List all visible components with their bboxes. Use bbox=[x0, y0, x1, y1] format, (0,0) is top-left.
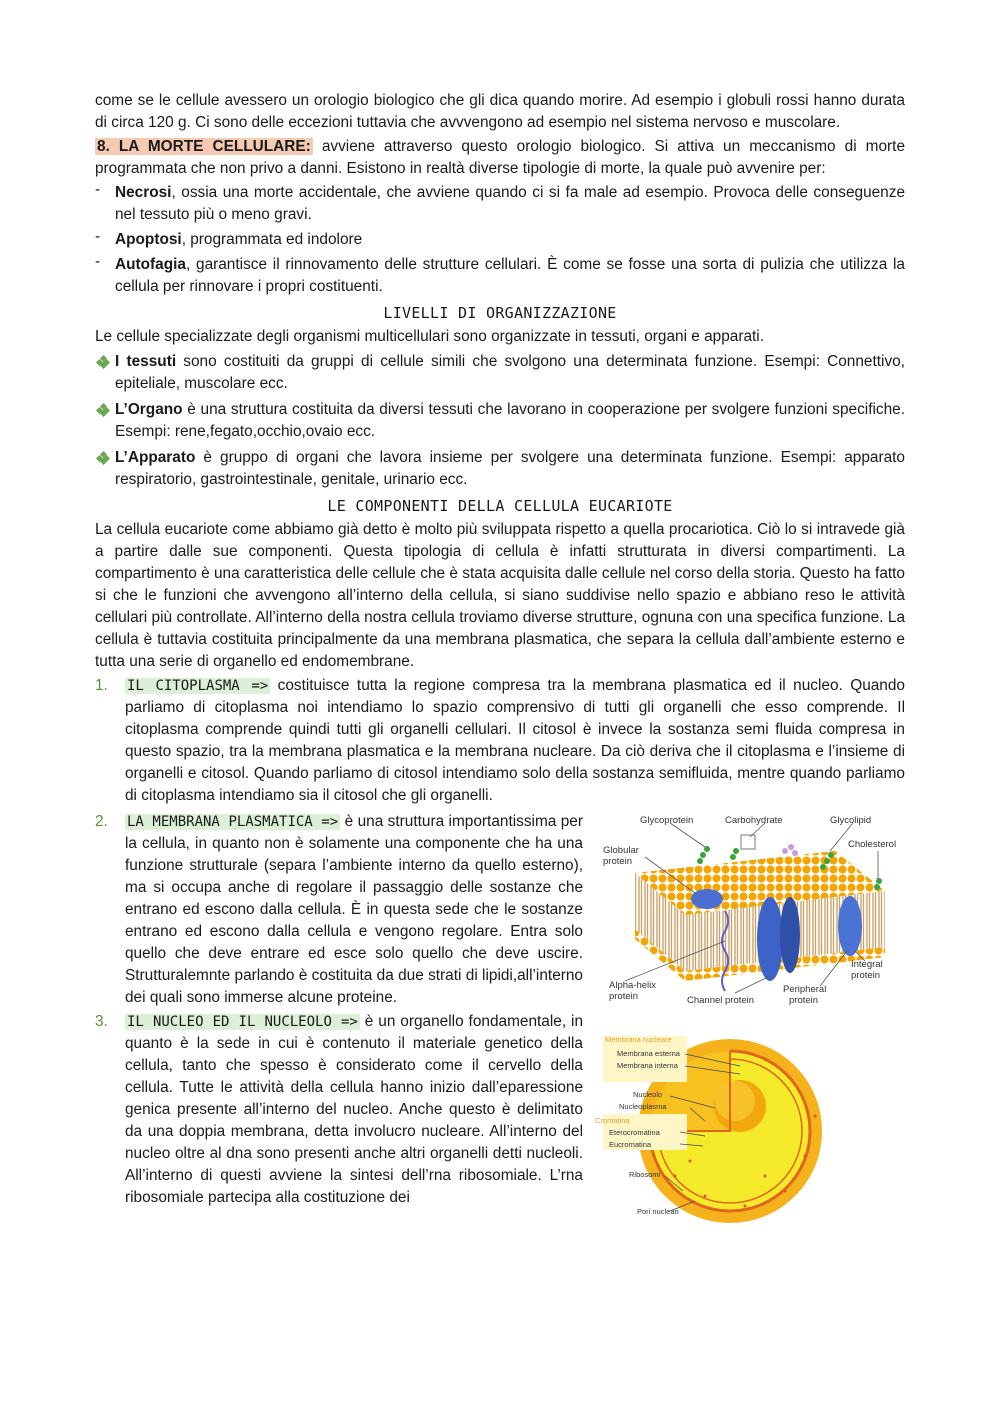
item-text: è un organello fondamentale, in quanto è la sede in cui è contenuto il materiale genetico della cellula, tanto che spesso è considerato come il cervello della cellula. Tutte le attività della cellula hanno inizio dall’eparessione genica presente all’interno del nucleo. Anche questo è delimitato da una doppia membrana, detta involucro nucleare. All’interno del nucleo oltre al dna sono presenti anche altri organelli detti nucleoli. All’interno di questi avviene la sintesi dell’rna ribosomiale. L’rna ribosomiale partecipa alla costituzione dei bbox=[125, 1013, 584, 1206]
item-text: è gruppo di organi che lavora insieme per svolgere una determinata funzione. Esempi: apparato respiratorio, gastrointestinale, genitale, urinario ecc. bbox=[115, 449, 905, 488]
label-peripheral: Peripheral bbox=[783, 984, 827, 995]
term-organo: L’Organo bbox=[115, 401, 183, 418]
item-number: 1. bbox=[95, 677, 108, 694]
label-eucromatina: Eucromatina bbox=[609, 1140, 652, 1149]
diamond-bullet-icon bbox=[97, 404, 109, 416]
term-tessuti: I tessuti bbox=[115, 353, 177, 370]
term-apoptosi: Apoptosi bbox=[115, 231, 182, 248]
list-item bbox=[95, 351, 905, 395]
label-globular-protein: protein bbox=[603, 856, 633, 867]
list-item-citoplasma bbox=[95, 675, 905, 807]
list-item-nucleo bbox=[95, 1011, 583, 1209]
label-integral-protein: protein bbox=[851, 970, 881, 981]
list-item bbox=[95, 399, 905, 443]
item-number: 3. bbox=[95, 1013, 108, 1030]
label-carbohydrate: Carbohydrate bbox=[725, 815, 783, 826]
label-eterocromatina: Eterocromatina bbox=[609, 1128, 660, 1137]
label-membrana-esterna: Membrana esterna bbox=[617, 1049, 680, 1058]
item-text: , programmata ed indolore bbox=[181, 231, 363, 248]
list-item bbox=[95, 447, 905, 491]
label-glycolipid: Glycolipid bbox=[830, 815, 872, 826]
label-cholesterol: Cholesterol bbox=[848, 839, 897, 850]
cell-death-text: avviene attraverso questo orologio biologico. Si attiva un meccanismo di morte programmata che non privo a danni. Esistono in realtà diverse tipologie di morte, la quale può avvenire per: bbox=[95, 138, 906, 177]
list-item bbox=[95, 254, 905, 298]
diamond-bullet-icon bbox=[97, 356, 109, 368]
term-necrosi: Necrosi bbox=[115, 184, 172, 201]
item-text: , ossia una morte accidentale, che avviene quando ci si fa male ad esempio. Provoca delle conseguenze nel tessuto più o meno gravi. bbox=[115, 184, 905, 223]
levels-list bbox=[95, 351, 905, 491]
label-alpha-helix: Alpha-helix bbox=[609, 980, 656, 991]
label-cromatina: Cromatina bbox=[595, 1116, 630, 1125]
item-label: IL NUCLEO ED IL NUCLEOLO => bbox=[127, 1014, 358, 1030]
label-channel-protein: Channel protein bbox=[687, 995, 755, 1006]
text-column bbox=[95, 809, 583, 1231]
intro-paragraph: come se le cellule avessero un orologio biologico che gli dica quando morire. Ad esempio i globuli rossi hanno durata di circa 120 g. Ci sono delle eccezioni tuttavia che avvvengono ad esempio nel sistema nervoso e muscolare. bbox=[95, 92, 905, 131]
label-membrana-interna: Membrana interna bbox=[617, 1061, 678, 1070]
label-nucleoplasma: Nucleoplasma bbox=[619, 1102, 667, 1111]
dash-bullet: - bbox=[95, 181, 101, 198]
label-integral: Integral bbox=[851, 959, 883, 970]
label-alpha-helix-protein: protein bbox=[609, 991, 639, 1002]
cell-death-paragraph bbox=[95, 136, 905, 180]
item-number: 2. bbox=[95, 813, 108, 830]
label-ribosomi: Ribosomi bbox=[629, 1170, 661, 1179]
nucleus-diagram bbox=[595, 1026, 905, 1226]
item-text: è una struttura importantissima per la cellula, in quanto non è solamente una componente che ha una funzione strutturale (separa l’ambiente interno da quello esterno), ma si occupa anche di regolare il passaggio delle sostanze che entrano ed escono dalla cellula. È in questa sede che le sostanze entrano ed escono dalla cellula e vengono regolare. Entra solo quello che deve entrare ed esce solo quello che deve uscire. Strutturalemnte parlando è costituita da due strati di lipidi,all’interno dei quali sono immerse alcune proteine. bbox=[125, 813, 583, 1006]
components-list-continued bbox=[95, 811, 583, 1209]
levels-heading: LIVELLI DI ORGANIZZAZIONE bbox=[383, 304, 617, 322]
item-text: è una struttura costituita da diversi tessuti che lavorano in cooperazione per svolgere funzioni specifiche. Esempi: rene,fegato,occhio,ovaio ecc. bbox=[115, 401, 905, 440]
death-types-list bbox=[95, 182, 905, 298]
components-intro: La cellula eucariote come abbiamo già detto è molto più sviluppata rispetto a quella procariotica. Ciò lo si intravede già a partire dalle sue componenti. Questa tipologia di cellula è infatti strutturata in diversi compartimenti. La compartimento è una caratteristica delle cellule che è stata acquisita dalle cellule nel corso della storia. Questo ha fatto si che le funzioni che avvengono all’interno della cellula, si siano suddivise nello spazio e abbiano reso le attività cellulari più controllate. All’interno della nostra cellula troviamo diverse strutture, ognuna con una specifica funzione. La cellula è tuttavia costituita principalmente da una membrana plasmatica, che separa la cellula dall’ambiente esterno e tutta una serie di organello ed endomembrane. bbox=[95, 521, 905, 670]
label-pori-nucleari: Pori nucleari bbox=[637, 1207, 679, 1216]
label-globular: Globular bbox=[603, 845, 639, 856]
components-list bbox=[95, 675, 905, 807]
term-apparato: L’Apparato bbox=[115, 449, 196, 466]
levels-intro: Le cellule specializzate degli organismi multicellulari sono organizzate in tessuti, organi e apparati. bbox=[95, 328, 764, 345]
list-item bbox=[95, 229, 905, 251]
dash-bullet: - bbox=[95, 228, 101, 245]
cell-membrane-diagram bbox=[595, 811, 905, 1011]
document-page bbox=[95, 90, 905, 1231]
label-glycoprotein: Glycoprotein bbox=[640, 815, 694, 826]
label-nucleolo: Nucleolo bbox=[633, 1090, 663, 1099]
list-item bbox=[95, 182, 905, 226]
item-text: sono costituiti da gruppi di cellule simili che svolgono una determinata funzione. Esempi: Connettivo, epiteliale, muscolare ecc. bbox=[115, 353, 905, 392]
item-label: LA MEMBRANA PLASMATICA => bbox=[127, 814, 339, 830]
term-autofagia: Autofagia bbox=[115, 256, 186, 273]
diamond-bullet-icon bbox=[97, 452, 109, 464]
item-label: IL CITOPLASMA => bbox=[127, 678, 269, 694]
figure-column bbox=[595, 809, 905, 1231]
item-text: costituisce tutta la regione compresa tra la membrana plasmatica ed il nucleo. Quando parliamo di citoplasma noi intendiamo lo spazio comprensivo di tutti gli organelli che esso comprende. Il citoplasma comprende quindi tutti gli organelli cellulari. Il citosol è invece la sostanza semi fluida compresa in questo spazio, tra la membrana plasmatica e la membrana nucleare. Da ciò deriva che il citoplasma e l’insieme di organelli e citosol. Quando parliamo di citosol intendiamo solo della sostanza semifluida, mentre quando parliamo di citoplasma intendiamo sia il citosol che gli organelli. bbox=[125, 677, 905, 804]
dash-bullet: - bbox=[95, 253, 101, 270]
list-item-membrana bbox=[95, 811, 583, 1009]
cell-death-label: 8. LA MORTE CELLULARE: bbox=[97, 138, 311, 155]
label-peripheral-protein: protein bbox=[789, 995, 819, 1006]
label-membrana-nucleare: Membrana nucleare bbox=[605, 1035, 672, 1044]
item-text: , garantisce il rinnovamento delle strutture cellulari. È come se fosse una sorta di pulizia che utilizza la cellula per rinnovare i propri costituenti. bbox=[115, 256, 905, 295]
two-column-section bbox=[95, 809, 905, 1231]
components-heading: LE COMPONENTI DELLA CELLULA EUCARIOTE bbox=[327, 497, 673, 515]
